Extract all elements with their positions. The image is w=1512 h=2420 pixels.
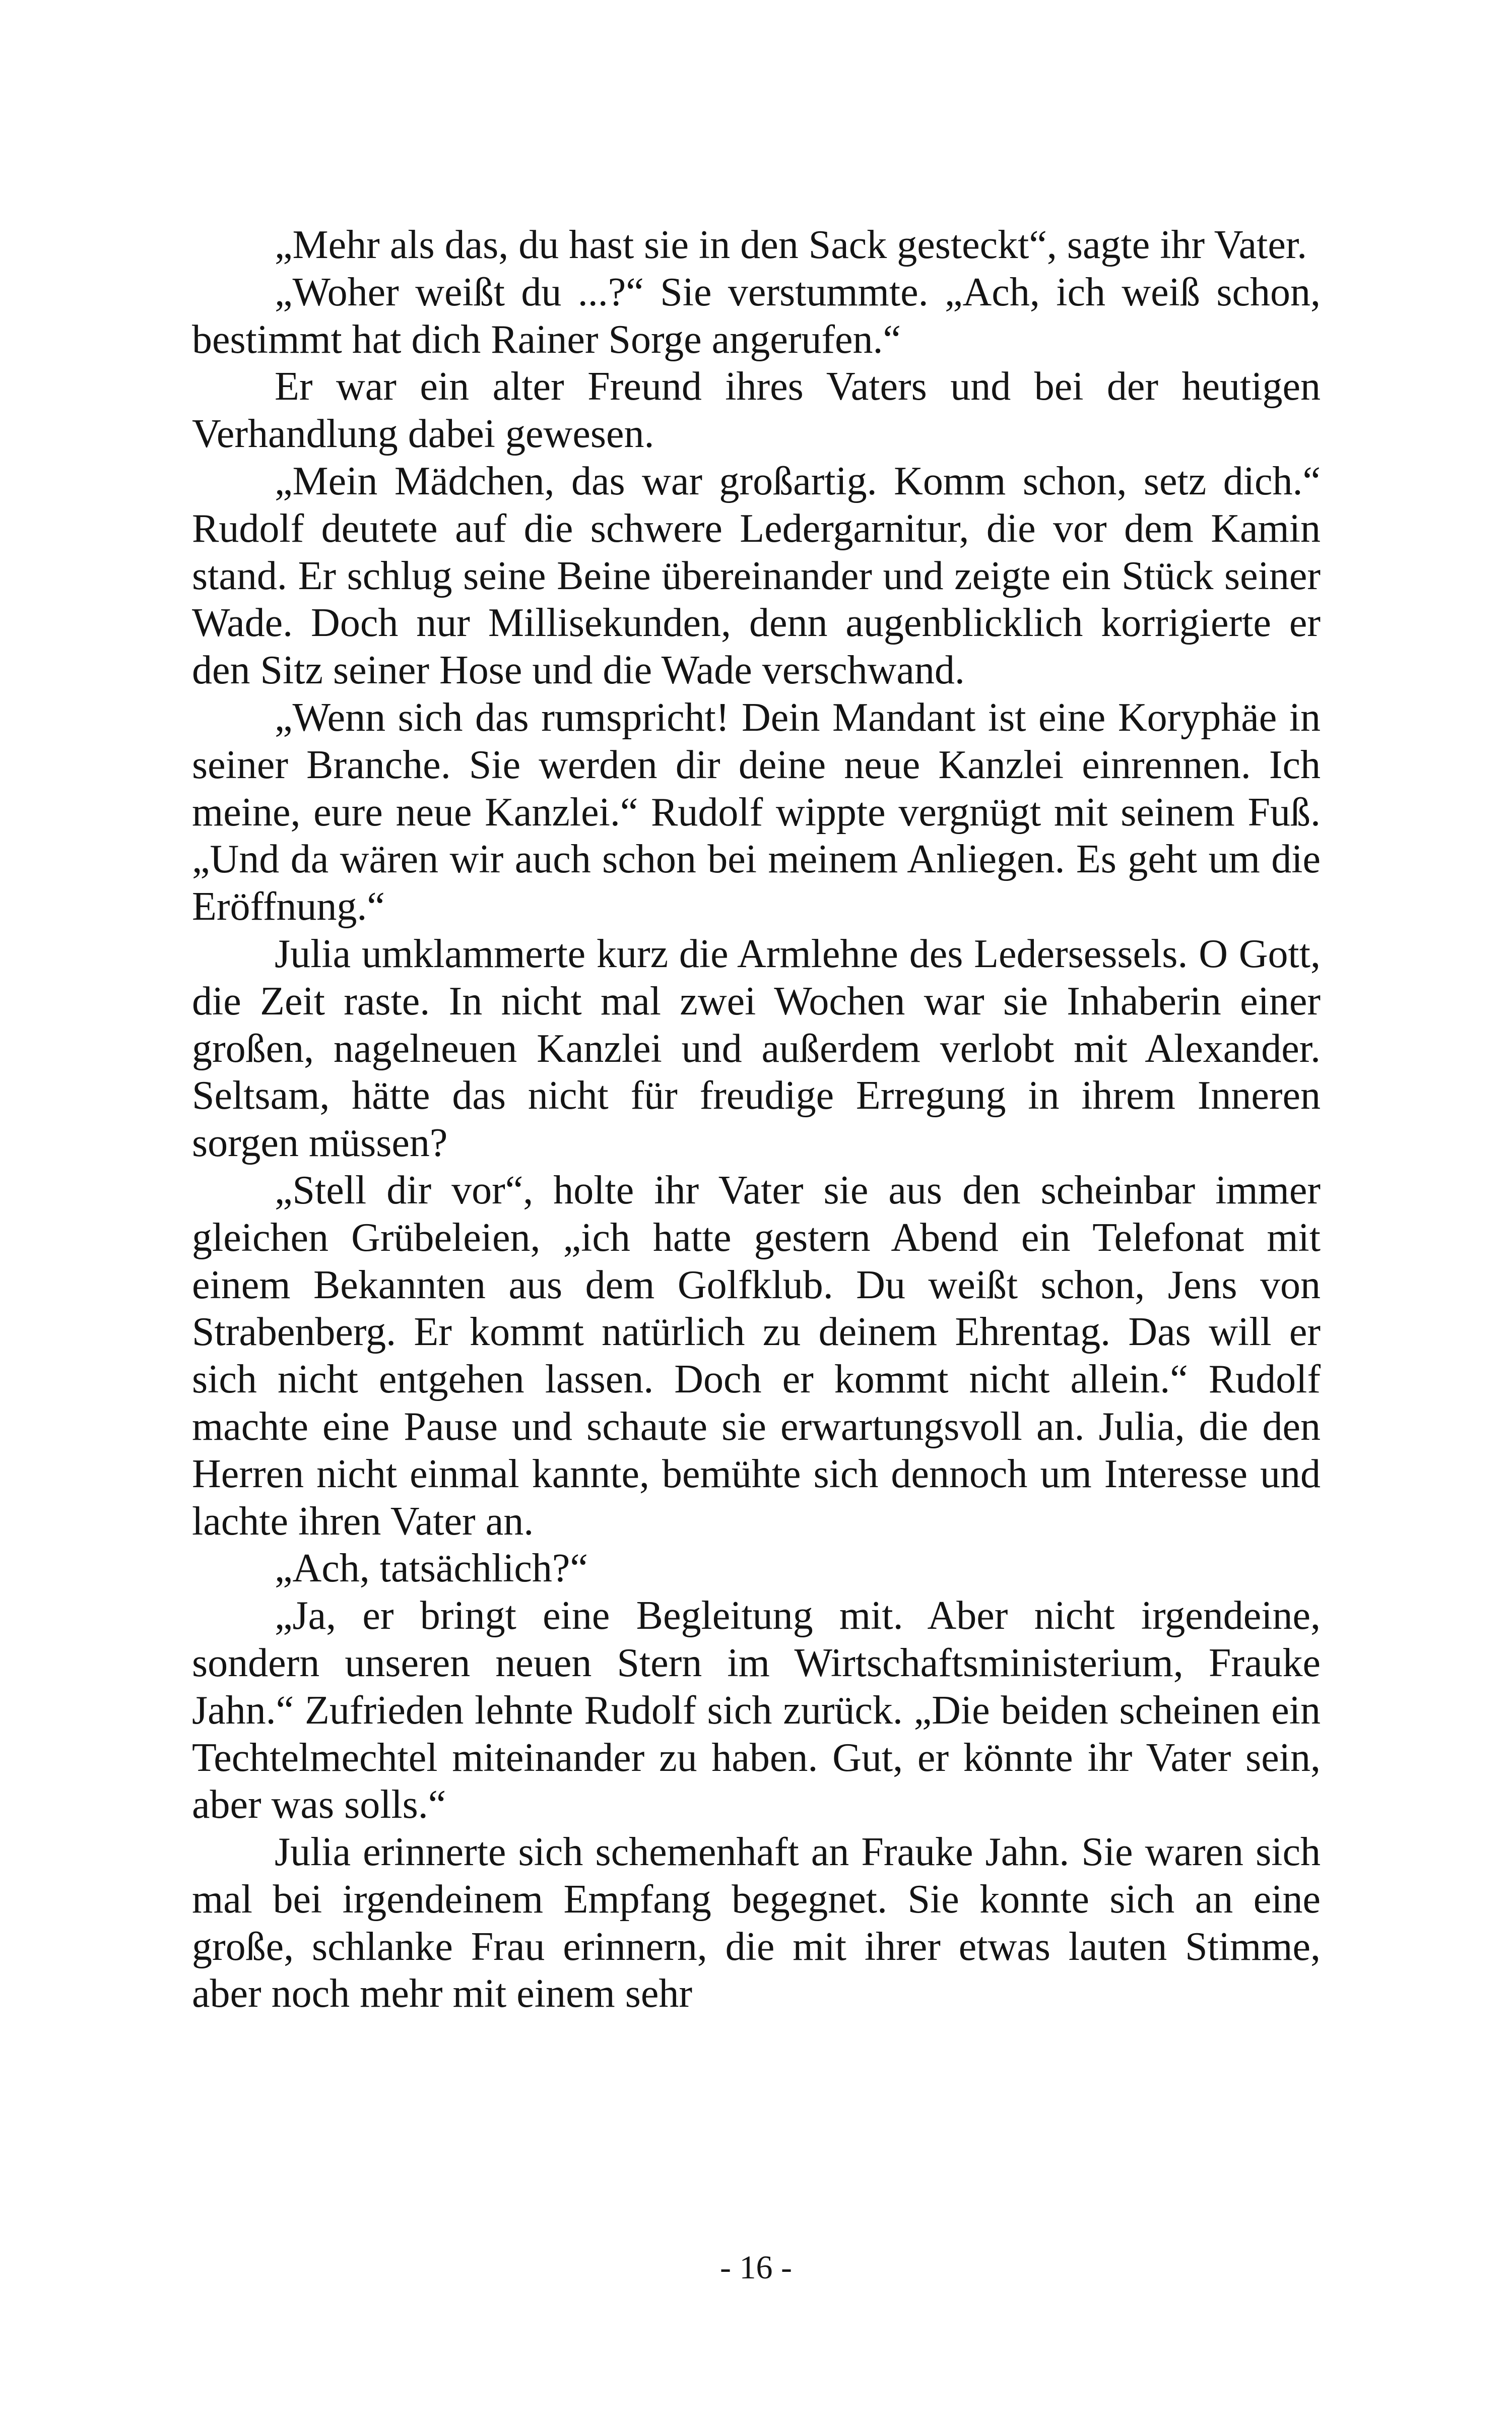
paragraph: Julia erinnerte sich schemenhaft an Frauke Jahn. Sie waren sich mal bei irgendeinem Empfang begegnet. Sie konnte sich an eine große, schlanke Frau erinnern, die mit ihrer etwas lauten Stimme, aber noch mehr mit einem sehr	[192, 1830, 1321, 2016]
paragraph: „Wenn sich das rumspricht! Dein Mandant ist eine Koryphäe in seiner Branche. Sie werden dir deine neue Kanzlei einrennen. Ich meine, eure neue Kanzlei.“ Rudolf wippte vergnügt mit seinem Fuß. „Und da wären wir auch schon bei meinem Anliegen. Es geht um die Eröffnung.“	[192, 695, 1321, 929]
paragraph: „Ach, tatsächlich?“	[275, 1546, 588, 1591]
body-text	[192, 222, 1321, 2018]
paragraph: „Mein Mädchen, das war großartig. Komm schon, setz dich.“ Rudolf deutete auf die schwere Ledergarnitur, die vor dem Kamin stand. Er schlug seine Beine übereinander und zeigte ein Stück seiner Wade. Doch nur Millisekunden, denn augenblicklich korrigierte er den Sitz seiner Hose und die Wade verschwand.	[192, 459, 1321, 693]
paragraph: „Ja, er bringt eine Begleitung mit. Aber nicht irgendeine, sondern unseren neuen Stern im Wirtschaftsministerium, Frauke Jahn.“ Zufrieden lehnte Rudolf sich zurück. „Die beiden scheinen ein Techtelmechtel miteinander zu haben. Gut, er könnte ihr Vater sein, aber was solls.“	[192, 1594, 1321, 1827]
paragraph: „Woher weißt du ...?“ Sie verstummte. „Ach, ich weiß schon, bestimmt hat dich Rainer Sorge angerufen.“	[192, 270, 1321, 362]
paragraph: „Stell dir vor“, holte ihr Vater sie aus den scheinbar immer gleichen Grübeleien, „ich hatte gestern Abend ein Telefonat mit einem Bekannten aus dem Golfklub. Du weißt schon, Jens von Strabenberg. Er kommt natürlich zu deinem Ehrentag. Das will er sich nicht entgehen lassen. Doch er kommt nicht allein.“ Rudolf machte eine Pause und schaute sie erwartungsvoll an. Julia, die den Herren nicht einmal kannte, bemühte sich dennoch um Interesse und lachte ihren Vater an.	[192, 1168, 1321, 1544]
paragraph: Er war ein alter Freund ihres Vaters und bei der heutigen Verhandlung dabei gewesen.	[192, 364, 1321, 457]
page-number: - 16 -	[720, 2249, 792, 2286]
paragraph: Julia umklammerte kurz die Armlehne des Ledersessels. O Gott, die Zeit raste. In nicht mal zwei Wochen war sie Inhaberin einer großen, nagelneuen Kanzlei und außerdem verlobt mit Alexander. Seltsam, hätte das nicht für freudige Erregung in ihrem Inneren sorgen müssen?	[192, 931, 1321, 1166]
paragraph: „Mehr als das, du hast sie in den Sack gesteckt“, sagte ihr Vater.	[275, 223, 1307, 267]
